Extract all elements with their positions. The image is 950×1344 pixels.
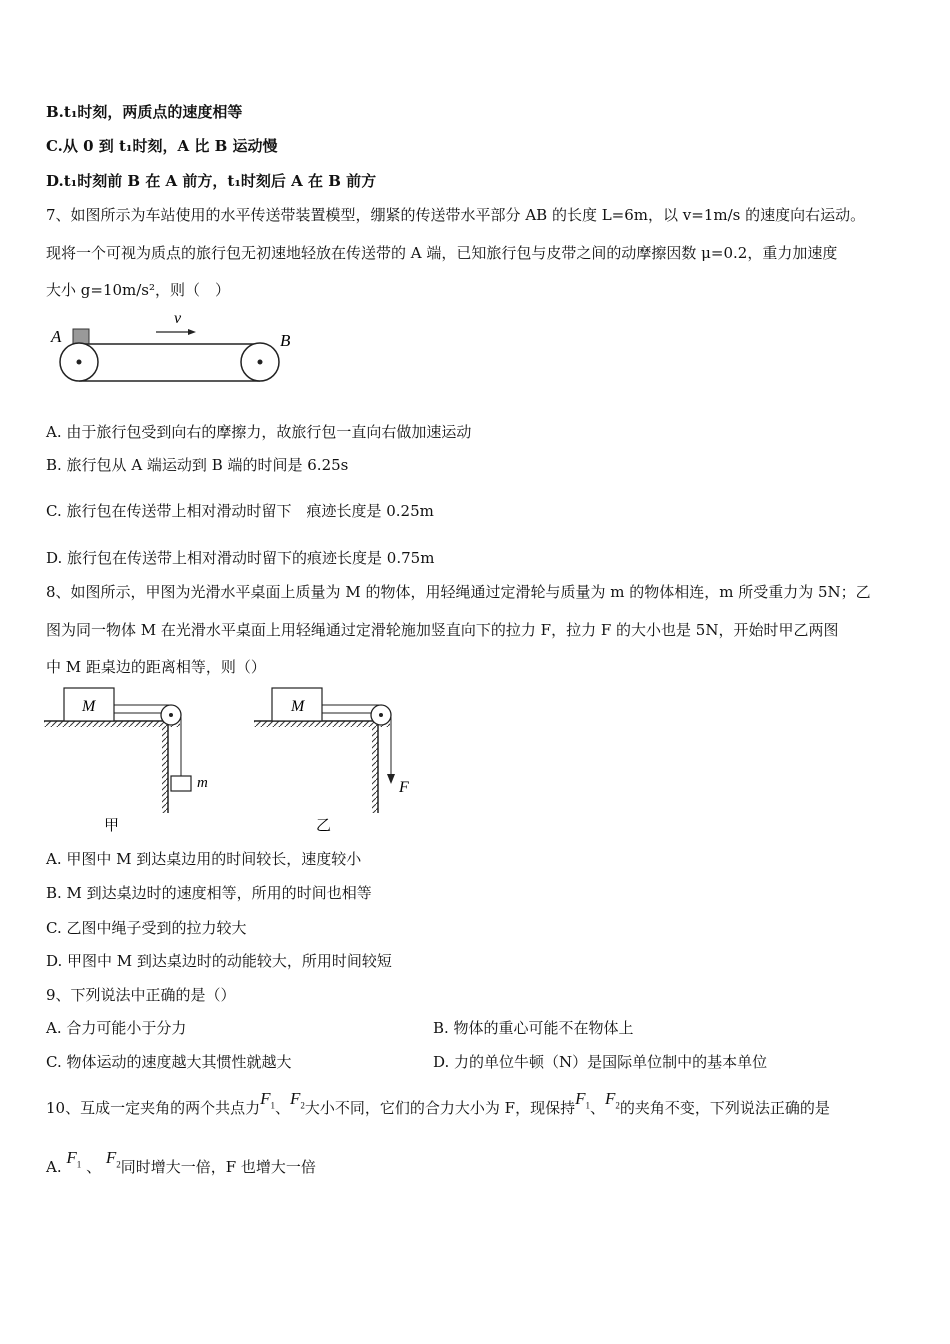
q10-stem: 10、互成一定夹角的两个共点力$F_1$、$F_2$大小不同，它们的合力大小为 F，现保持$F_1$、$F_2$的夹角不变，下列说法正确的是	[46, 1089, 830, 1117]
svg-text:M: M	[291, 698, 305, 715]
figure-jia	[44, 688, 208, 834]
q7-option-d: D. 旅行包在传送带上相对滑动时留下的痕迹长度是 0.75m	[46, 549, 435, 567]
hanging-mass-m	[171, 776, 191, 791]
q10-stem-part1: 10、互成一定夹角的两个共点力	[46, 1099, 261, 1117]
q8-option-a: A. 甲图中 M 到达桌边用的时间较长，速度较小	[46, 850, 362, 868]
q7-option-b: B. 旅行包从 A 端运动到 B 端的时间是 6.25s	[46, 456, 349, 474]
label-a: A	[51, 327, 62, 346]
q8-stem-line3: 中 M 距桌边的距离相等，则（）	[46, 658, 266, 676]
q8-option-d: D. 甲图中 M 到达桌边时的动能较大，所用时间较短	[46, 952, 392, 970]
q7-stem-line2: 现将一个可视为质点的旅行包无初速地轻放在传送带的 A 端，已知旅行包与皮带之间的动摩擦因数 μ=0.2，重力加速度	[46, 244, 838, 262]
svg-text:m: m	[197, 775, 208, 791]
force-arrow	[387, 774, 395, 784]
q9-option-b: B. 物体的重心可能不在物体上	[433, 1019, 634, 1037]
q8-stem-line2: 图为同一物体 M 在光滑水平桌面上用轻绳通过定滑轮施加竖直向下的拉力 F，拉力 F 的大小也是 5N，开始时甲乙两图	[46, 621, 839, 639]
q7-option-c: C. 旅行包在传送带上相对滑动时留下 痕迹长度是 0.25m	[46, 502, 434, 520]
svg-text:F: F	[399, 779, 409, 796]
caption-yi: 乙	[316, 816, 332, 834]
figure-yi	[254, 688, 409, 834]
svg-text:M: M	[82, 698, 96, 715]
f1-symbol-2: $F_1$	[575, 1089, 590, 1111]
luggage-block	[73, 329, 89, 344]
q9-option-d: D. 力的单位牛顿（N）是国际单位制中的基本单位	[433, 1053, 768, 1071]
q6-option-c: C.从 0 到 t₁时刻，A 比 B 运动慢	[46, 137, 278, 155]
q8-option-c: C. 乙图中绳子受到的拉力较大	[46, 919, 247, 937]
q9-option-c: C. 物体运动的速度越大其惯性就越大	[46, 1053, 292, 1071]
q10-stem-part2: 大小不同，它们的合力大小为 F，现保持	[304, 1099, 576, 1117]
q7-option-a: A. 由于旅行包受到向右的摩擦力，故旅行包一直向右做加速运动	[46, 423, 472, 441]
q10-option-a: A. $F_1$ 、 $F_2$同时增大一倍，F 也增大一倍	[46, 1148, 316, 1176]
pulley-figures	[40, 684, 440, 838]
f2-symbol-3: $F_2$	[105, 1148, 121, 1170]
f2-symbol-2: $F_2$	[604, 1089, 620, 1111]
q8-stem-line1: 8、如图所示，甲图为光滑水平桌面上质量为 M 的物体，用轻绳通过定滑轮与质量为 m 的物体相连，m 所受重力为 5N；乙	[46, 583, 871, 601]
conveyor-belt-figure	[46, 306, 306, 390]
f1-symbol-3: $F_1$	[66, 1148, 82, 1170]
q7-stem-line3: 大小 g=10m/s²，则（ ）	[46, 281, 231, 299]
label-b: B	[280, 331, 291, 350]
q10-stem-part3: 的夹角不变，下列说法正确的是	[619, 1099, 830, 1117]
q9-option-a: A. 合力可能小于分力	[46, 1019, 187, 1037]
label-v: v	[174, 310, 182, 327]
f2-symbol: $F_2$	[290, 1089, 305, 1111]
caption-jia: 甲	[104, 816, 120, 834]
q9-stem: 9、下列说法中正确的是（）	[46, 986, 236, 1004]
f1-symbol: $F_1$	[260, 1089, 275, 1111]
q6-option-d: D.t₁时刻前 B 在 A 前方，t₁时刻后 A 在 B 前方	[46, 172, 377, 190]
q6-option-b: B.t₁时刻，两质点的速度相等	[46, 103, 243, 121]
q7-stem-line1: 7、如图所示为车站使用的水平传送带装置模型，绷紧的传送带水平部分 AB 的长度 L=6m，以 v=1m/s 的速度向右运动。	[46, 206, 866, 224]
q8-option-b: B. M 到达桌边时的速度相等，所用的时间也相等	[46, 884, 372, 902]
